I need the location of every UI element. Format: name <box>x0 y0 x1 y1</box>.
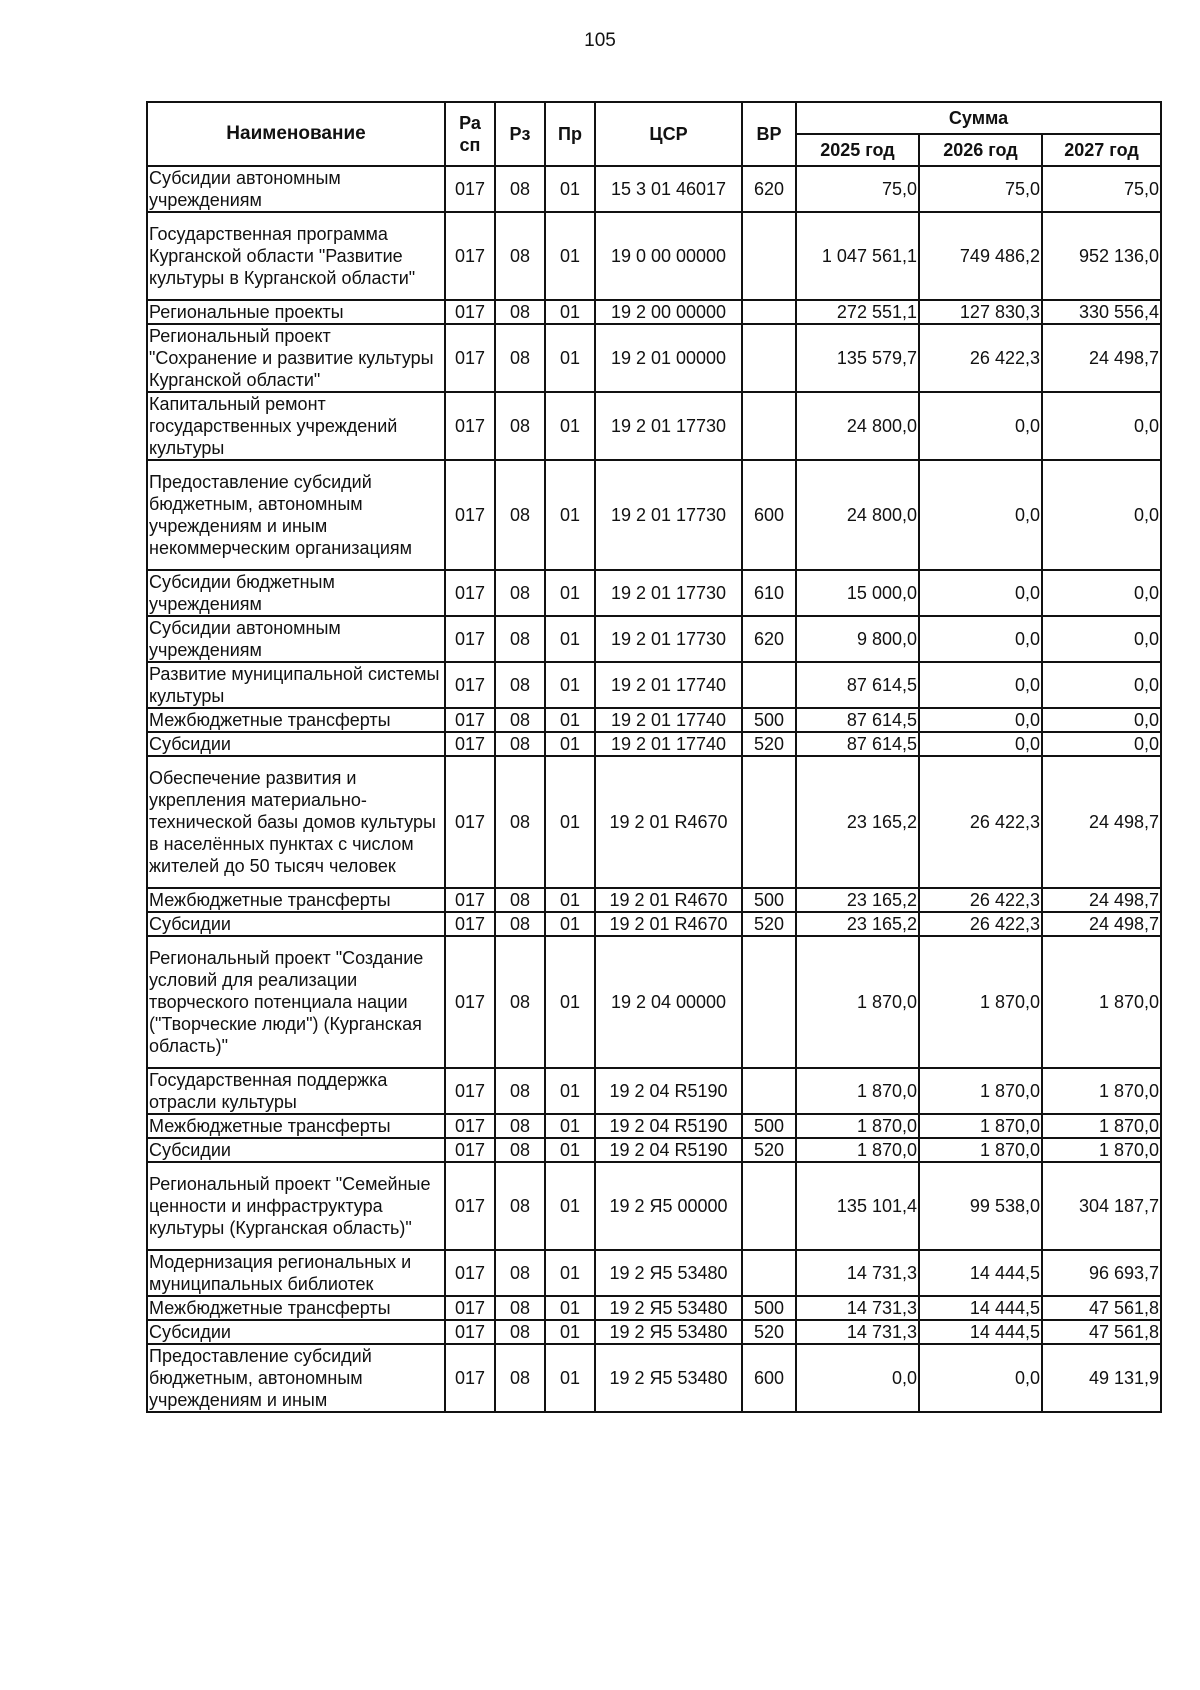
cell-name: Государственная поддержка отрасли культуры <box>147 1068 445 1114</box>
cell-name: Предоставление субсидий бюджетным, автономным учреждениям и иным <box>147 1344 445 1412</box>
cell-amount-2026: 0,0 <box>919 616 1042 662</box>
cell-pr: 01 <box>545 756 595 888</box>
table-row <box>147 1068 1161 1114</box>
cell-pr: 01 <box>545 1138 595 1162</box>
cell-rz: 08 <box>495 570 545 616</box>
cell-csr: 15 3 01 46017 <box>595 166 742 212</box>
header-year-2026: 2026 год <box>919 134 1042 166</box>
cell-rz: 08 <box>495 392 545 460</box>
cell-vr <box>742 392 796 460</box>
cell-amount-2025: 1 870,0 <box>796 936 919 1068</box>
cell-amount-2027: 24 498,7 <box>1042 324 1161 392</box>
table-row <box>147 300 1161 324</box>
cell-vr: 600 <box>742 460 796 570</box>
cell-name: Субсидии <box>147 732 445 756</box>
table-row <box>147 1320 1161 1344</box>
cell-vr: 500 <box>742 1296 796 1320</box>
cell-amount-2025: 87 614,5 <box>796 662 919 708</box>
cell-amount-2025: 23 165,2 <box>796 888 919 912</box>
cell-rz: 08 <box>495 662 545 708</box>
table-row <box>147 1162 1161 1250</box>
cell-rasp: 017 <box>445 460 495 570</box>
cell-name: Региональный проект "Сохранение и развитие культуры Курганской области" <box>147 324 445 392</box>
table-row <box>147 392 1161 460</box>
cell-name: Субсидии <box>147 1138 445 1162</box>
cell-rasp: 017 <box>445 300 495 324</box>
cell-amount-2027: 0,0 <box>1042 616 1161 662</box>
table-row <box>147 1138 1161 1162</box>
cell-amount-2027: 24 498,7 <box>1042 888 1161 912</box>
cell-pr: 01 <box>545 1068 595 1114</box>
cell-amount-2025: 135 579,7 <box>796 324 919 392</box>
table-row <box>147 570 1161 616</box>
cell-rz: 08 <box>495 1296 545 1320</box>
cell-name: Субсидии <box>147 1320 445 1344</box>
cell-csr: 19 2 01 17730 <box>595 616 742 662</box>
cell-csr: 19 2 04 R5190 <box>595 1138 742 1162</box>
header-rz: Рз <box>495 102 545 166</box>
cell-vr <box>742 1250 796 1296</box>
cell-csr: 19 2 01 17730 <box>595 570 742 616</box>
cell-vr: 500 <box>742 708 796 732</box>
cell-name: Субсидии бюджетным учреждениям <box>147 570 445 616</box>
cell-name: Межбюджетные трансферты <box>147 1296 445 1320</box>
cell-amount-2026: 127 830,3 <box>919 300 1042 324</box>
cell-csr: 19 2 Я5 53480 <box>595 1344 742 1412</box>
header-row-top <box>147 102 1161 134</box>
header-rasp: Ра сп <box>445 102 495 166</box>
page-number: 105 <box>584 30 616 51</box>
cell-amount-2026: 1 870,0 <box>919 936 1042 1068</box>
cell-rasp: 017 <box>445 662 495 708</box>
table-row <box>147 936 1161 1068</box>
table-row <box>147 616 1161 662</box>
cell-pr: 01 <box>545 1250 595 1296</box>
cell-amount-2026: 99 538,0 <box>919 1162 1042 1250</box>
table-body <box>147 166 1161 1412</box>
header-name: Наименование <box>147 102 445 166</box>
cell-pr: 01 <box>545 1162 595 1250</box>
table-row <box>147 662 1161 708</box>
cell-name: Региональные проекты <box>147 300 445 324</box>
cell-rasp: 017 <box>445 1320 495 1344</box>
cell-amount-2027: 0,0 <box>1042 570 1161 616</box>
cell-rz: 08 <box>495 708 545 732</box>
cell-rasp: 017 <box>445 1114 495 1138</box>
cell-rasp: 017 <box>445 166 495 212</box>
cell-name: Капитальный ремонт государственных учреждений культуры <box>147 392 445 460</box>
cell-vr: 520 <box>742 1138 796 1162</box>
cell-amount-2026: 26 422,3 <box>919 324 1042 392</box>
cell-amount-2027: 0,0 <box>1042 662 1161 708</box>
cell-amount-2027: 1 870,0 <box>1042 936 1161 1068</box>
cell-amount-2027: 1 870,0 <box>1042 1114 1161 1138</box>
cell-vr <box>742 324 796 392</box>
table-row <box>147 1344 1161 1412</box>
cell-amount-2025: 14 731,3 <box>796 1250 919 1296</box>
cell-rz: 08 <box>495 1320 545 1344</box>
budget-table <box>146 101 1162 1413</box>
cell-amount-2026: 0,0 <box>919 392 1042 460</box>
cell-csr: 19 2 01 17740 <box>595 708 742 732</box>
cell-csr: 19 2 04 00000 <box>595 936 742 1068</box>
cell-amount-2026: 14 444,5 <box>919 1250 1042 1296</box>
cell-pr: 01 <box>545 570 595 616</box>
cell-rz: 08 <box>495 1068 545 1114</box>
table-row <box>147 324 1161 392</box>
cell-rz: 08 <box>495 1114 545 1138</box>
cell-amount-2026: 0,0 <box>919 708 1042 732</box>
header-year-2027: 2027 год <box>1042 134 1161 166</box>
cell-amount-2026: 0,0 <box>919 460 1042 570</box>
cell-pr: 01 <box>545 912 595 936</box>
cell-rasp: 017 <box>445 1344 495 1412</box>
cell-amount-2025: 14 731,3 <box>796 1320 919 1344</box>
cell-amount-2025: 14 731,3 <box>796 1296 919 1320</box>
cell-name: Региональный проект "Создание условий для реализации творческого потенциала нации ("Творческие люди") (Курганская область)" <box>147 936 445 1068</box>
cell-pr: 01 <box>545 300 595 324</box>
cell-vr <box>742 756 796 888</box>
cell-vr: 520 <box>742 732 796 756</box>
cell-vr: 620 <box>742 616 796 662</box>
cell-csr: 19 2 04 R5190 <box>595 1114 742 1138</box>
cell-name: Обеспечение развития и укрепления материально-технической базы домов культуры в населённых пунктах с числом жителей до 50 тысяч человек <box>147 756 445 888</box>
cell-rasp: 017 <box>445 756 495 888</box>
header-year-2025: 2025 год <box>796 134 919 166</box>
cell-pr: 01 <box>545 1114 595 1138</box>
cell-amount-2025: 1 870,0 <box>796 1114 919 1138</box>
cell-amount-2027: 47 561,8 <box>1042 1320 1161 1344</box>
cell-rasp: 017 <box>445 616 495 662</box>
cell-name: Субсидии автономным учреждениям <box>147 616 445 662</box>
cell-csr: 19 2 01 17740 <box>595 732 742 756</box>
table-row <box>147 460 1161 570</box>
cell-amount-2025: 9 800,0 <box>796 616 919 662</box>
cell-vr: 520 <box>742 1320 796 1344</box>
cell-vr <box>742 662 796 708</box>
cell-rasp: 017 <box>445 212 495 300</box>
cell-amount-2025: 1 870,0 <box>796 1138 919 1162</box>
cell-csr: 19 2 01 17740 <box>595 662 742 708</box>
cell-amount-2026: 75,0 <box>919 166 1042 212</box>
cell-name: Межбюджетные трансферты <box>147 888 445 912</box>
cell-pr: 01 <box>545 1344 595 1412</box>
cell-csr: 19 2 Я5 53480 <box>595 1296 742 1320</box>
cell-amount-2026: 0,0 <box>919 662 1042 708</box>
cell-amount-2025: 23 165,2 <box>796 756 919 888</box>
cell-name: Региональный проект "Семейные ценности и инфраструктура культуры (Курганская область)" <box>147 1162 445 1250</box>
cell-rasp: 017 <box>445 1162 495 1250</box>
cell-name: Субсидии <box>147 912 445 936</box>
cell-vr: 600 <box>742 1344 796 1412</box>
table-row <box>147 912 1161 936</box>
table-row <box>147 888 1161 912</box>
header-csr: ЦСР <box>595 102 742 166</box>
cell-vr: 500 <box>742 1114 796 1138</box>
cell-name: Модернизация региональных и муниципальных библиотек <box>147 1250 445 1296</box>
cell-amount-2025: 24 800,0 <box>796 460 919 570</box>
cell-name: Развитие муниципальной системы культуры <box>147 662 445 708</box>
cell-csr: 19 2 00 00000 <box>595 300 742 324</box>
cell-pr: 01 <box>545 732 595 756</box>
cell-pr: 01 <box>545 936 595 1068</box>
cell-rz: 08 <box>495 1162 545 1250</box>
cell-rasp: 017 <box>445 1296 495 1320</box>
cell-rasp: 017 <box>445 324 495 392</box>
cell-csr: 19 2 Я5 00000 <box>595 1162 742 1250</box>
cell-rz: 08 <box>495 1250 545 1296</box>
cell-amount-2027: 1 870,0 <box>1042 1068 1161 1114</box>
cell-pr: 01 <box>545 392 595 460</box>
cell-vr <box>742 1162 796 1250</box>
cell-vr: 620 <box>742 166 796 212</box>
cell-amount-2025: 15 000,0 <box>796 570 919 616</box>
cell-amount-2026: 14 444,5 <box>919 1320 1042 1344</box>
header-pr: Пр <box>545 102 595 166</box>
cell-pr: 01 <box>545 1296 595 1320</box>
cell-amount-2026: 26 422,3 <box>919 912 1042 936</box>
cell-amount-2027: 304 187,7 <box>1042 1162 1161 1250</box>
cell-rasp: 017 <box>445 708 495 732</box>
cell-name: Предоставление субсидий бюджетным, автономным учреждениям и иным некоммерческим организациям <box>147 460 445 570</box>
cell-amount-2027: 24 498,7 <box>1042 912 1161 936</box>
cell-rz: 08 <box>495 936 545 1068</box>
cell-amount-2026: 0,0 <box>919 1344 1042 1412</box>
cell-amount-2026: 0,0 <box>919 732 1042 756</box>
cell-amount-2027: 0,0 <box>1042 708 1161 732</box>
cell-amount-2025: 87 614,5 <box>796 732 919 756</box>
cell-amount-2027: 1 870,0 <box>1042 1138 1161 1162</box>
cell-amount-2026: 1 870,0 <box>919 1114 1042 1138</box>
cell-amount-2025: 0,0 <box>796 1344 919 1412</box>
cell-vr <box>742 300 796 324</box>
cell-pr: 01 <box>545 166 595 212</box>
cell-rz: 08 <box>495 460 545 570</box>
cell-rz: 08 <box>495 888 545 912</box>
table-row <box>147 1114 1161 1138</box>
cell-csr: 19 2 01 17730 <box>595 460 742 570</box>
table-row <box>147 1250 1161 1296</box>
cell-name: Межбюджетные трансферты <box>147 1114 445 1138</box>
cell-rasp: 017 <box>445 1250 495 1296</box>
cell-csr: 19 2 01 R4670 <box>595 756 742 888</box>
cell-vr <box>742 1068 796 1114</box>
cell-amount-2025: 272 551,1 <box>796 300 919 324</box>
cell-amount-2026: 26 422,3 <box>919 756 1042 888</box>
cell-amount-2027: 75,0 <box>1042 166 1161 212</box>
cell-amount-2025: 135 101,4 <box>796 1162 919 1250</box>
cell-rz: 08 <box>495 1138 545 1162</box>
cell-rz: 08 <box>495 732 545 756</box>
cell-amount-2026: 26 422,3 <box>919 888 1042 912</box>
cell-amount-2025: 24 800,0 <box>796 392 919 460</box>
cell-amount-2027: 47 561,8 <box>1042 1296 1161 1320</box>
cell-pr: 01 <box>545 616 595 662</box>
cell-vr: 500 <box>742 888 796 912</box>
cell-csr: 19 2 01 00000 <box>595 324 742 392</box>
cell-rasp: 017 <box>445 936 495 1068</box>
cell-amount-2025: 75,0 <box>796 166 919 212</box>
cell-vr <box>742 212 796 300</box>
cell-rasp: 017 <box>445 732 495 756</box>
cell-csr: 19 2 01 17730 <box>595 392 742 460</box>
cell-rz: 08 <box>495 1344 545 1412</box>
cell-rasp: 017 <box>445 570 495 616</box>
cell-rz: 08 <box>495 300 545 324</box>
cell-name: Межбюджетные трансферты <box>147 708 445 732</box>
table-header <box>147 102 1161 166</box>
cell-rz: 08 <box>495 756 545 888</box>
table-row <box>147 708 1161 732</box>
cell-amount-2025: 23 165,2 <box>796 912 919 936</box>
cell-pr: 01 <box>545 1320 595 1344</box>
cell-amount-2025: 1 870,0 <box>796 1068 919 1114</box>
cell-rasp: 017 <box>445 1138 495 1162</box>
cell-rasp: 017 <box>445 392 495 460</box>
cell-vr: 610 <box>742 570 796 616</box>
cell-rz: 08 <box>495 212 545 300</box>
cell-rz: 08 <box>495 616 545 662</box>
cell-pr: 01 <box>545 460 595 570</box>
cell-amount-2026: 14 444,5 <box>919 1296 1042 1320</box>
cell-name: Субсидии автономным учреждениям <box>147 166 445 212</box>
cell-amount-2027: 24 498,7 <box>1042 756 1161 888</box>
cell-vr: 520 <box>742 912 796 936</box>
cell-amount-2025: 87 614,5 <box>796 708 919 732</box>
table-row <box>147 166 1161 212</box>
cell-csr: 19 2 Я5 53480 <box>595 1250 742 1296</box>
cell-amount-2027: 96 693,7 <box>1042 1250 1161 1296</box>
cell-amount-2026: 1 870,0 <box>919 1138 1042 1162</box>
cell-amount-2027: 49 131,9 <box>1042 1344 1161 1412</box>
cell-csr: 19 2 04 R5190 <box>595 1068 742 1114</box>
cell-amount-2025: 1 047 561,1 <box>796 212 919 300</box>
cell-pr: 01 <box>545 888 595 912</box>
cell-pr: 01 <box>545 708 595 732</box>
cell-amount-2027: 0,0 <box>1042 732 1161 756</box>
cell-pr: 01 <box>545 324 595 392</box>
cell-amount-2026: 749 486,2 <box>919 212 1042 300</box>
table-row <box>147 732 1161 756</box>
cell-amount-2026: 0,0 <box>919 570 1042 616</box>
cell-rasp: 017 <box>445 1068 495 1114</box>
table-row <box>147 756 1161 888</box>
cell-csr: 19 2 01 R4670 <box>595 912 742 936</box>
table-row <box>147 1296 1161 1320</box>
cell-name: Государственная программа Курганской области "Развитие культуры в Курганской области" <box>147 212 445 300</box>
cell-rz: 08 <box>495 166 545 212</box>
cell-amount-2026: 1 870,0 <box>919 1068 1042 1114</box>
cell-csr: 19 0 00 00000 <box>595 212 742 300</box>
cell-rz: 08 <box>495 912 545 936</box>
cell-pr: 01 <box>545 662 595 708</box>
cell-pr: 01 <box>545 212 595 300</box>
cell-csr: 19 2 Я5 53480 <box>595 1320 742 1344</box>
cell-rasp: 017 <box>445 912 495 936</box>
cell-amount-2027: 0,0 <box>1042 460 1161 570</box>
header-vr: ВР <box>742 102 796 166</box>
cell-rasp: 017 <box>445 888 495 912</box>
cell-vr <box>742 936 796 1068</box>
cell-amount-2027: 952 136,0 <box>1042 212 1161 300</box>
cell-rz: 08 <box>495 324 545 392</box>
table-row <box>147 212 1161 300</box>
cell-amount-2027: 330 556,4 <box>1042 300 1161 324</box>
header-summa: Сумма <box>796 102 1161 134</box>
cell-amount-2027: 0,0 <box>1042 392 1161 460</box>
cell-csr: 19 2 01 R4670 <box>595 888 742 912</box>
